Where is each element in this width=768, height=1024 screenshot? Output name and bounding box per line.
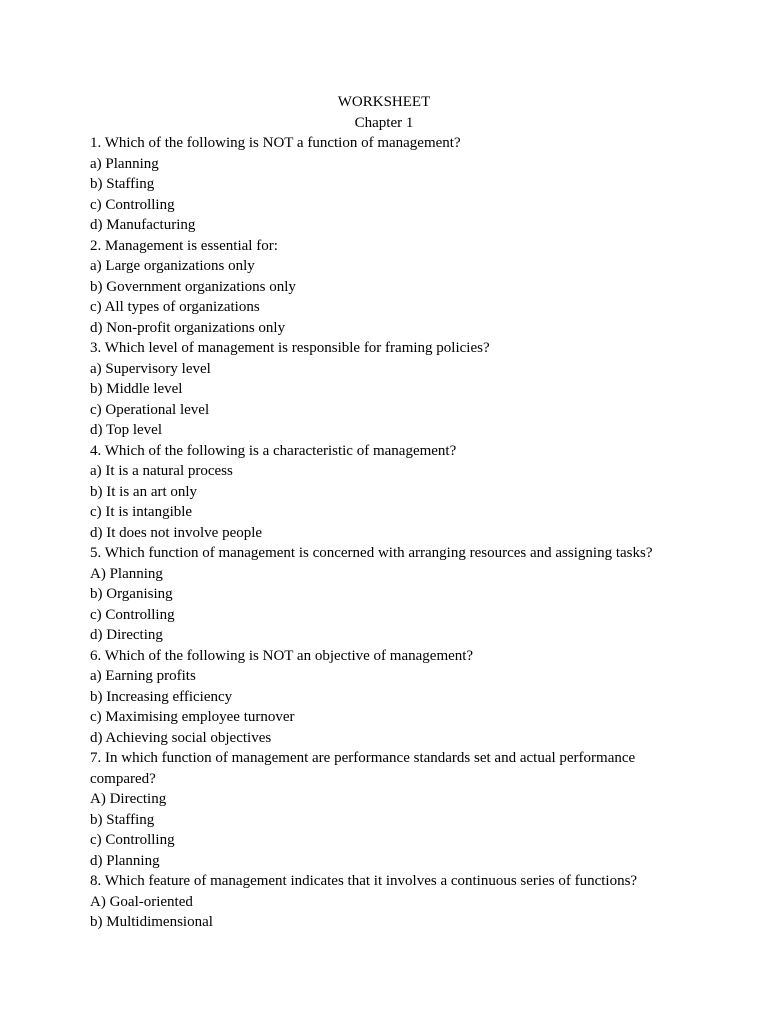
question-text: 6. Which of the following is NOT an objective of management? bbox=[90, 647, 474, 664]
question-text: 4. Which of the following is a characteristic of management? bbox=[90, 442, 457, 459]
question-2 bbox=[90, 236, 680, 339]
option: b) Staffing bbox=[90, 176, 155, 192]
question-text: 7. In which function of management are performance standards set and actual performance compared? bbox=[90, 750, 636, 787]
option: a) Earning profits bbox=[90, 668, 196, 684]
chapter-subtitle: Chapter 1 bbox=[354, 114, 414, 131]
option: d) It does not involve people bbox=[90, 524, 263, 541]
question-text: 2. Management is essential for: bbox=[90, 237, 278, 254]
option: b) Government organizations only bbox=[90, 278, 296, 295]
option: A) Goal-oriented bbox=[90, 893, 193, 910]
question-1 bbox=[90, 133, 680, 236]
option: a) Planning bbox=[90, 155, 159, 172]
option: d) Planning bbox=[90, 852, 160, 869]
option: d) Achieving social objectives bbox=[90, 729, 272, 746]
option: c) Controlling bbox=[90, 196, 175, 213]
option: c) All types of organizations bbox=[90, 299, 260, 315]
question-text: 1. Which of the following is NOT a function of management? bbox=[90, 135, 461, 151]
option: d) Directing bbox=[90, 627, 163, 643]
option: a) Large organizations only bbox=[90, 258, 255, 274]
question-text: 8. Which feature of management indicates that it involves a continuous series of functions? bbox=[90, 873, 638, 889]
question-7 bbox=[90, 748, 680, 871]
option: b) It is an art only bbox=[90, 483, 198, 500]
option: d) Non-profit organizations only bbox=[90, 319, 286, 336]
question-text: 3. Which level of management is responsible for framing policies? bbox=[90, 340, 490, 356]
option: A) Planning bbox=[90, 565, 163, 582]
question-5 bbox=[90, 543, 680, 646]
option: b) Staffing bbox=[90, 811, 155, 828]
worksheet-content bbox=[90, 92, 680, 933]
option: b) Multidimensional bbox=[90, 914, 213, 930]
option: a) Supervisory level bbox=[90, 360, 211, 377]
question-3 bbox=[90, 338, 680, 441]
option: a) It is a natural process bbox=[90, 463, 233, 479]
option: c) It is intangible bbox=[90, 504, 193, 520]
option: d) Manufacturing bbox=[90, 217, 196, 233]
question-8 bbox=[90, 871, 680, 933]
option: b) Increasing efficiency bbox=[90, 688, 233, 705]
question-6 bbox=[90, 646, 680, 749]
question-text: 5. Which function of management is concerned with arranging resources and assigning tasks? bbox=[90, 545, 653, 561]
option: c) Operational level bbox=[90, 401, 210, 418]
question-4 bbox=[90, 441, 680, 544]
option: c) Maximising employee turnover bbox=[90, 709, 295, 725]
option: c) Controlling bbox=[90, 606, 175, 623]
option: d) Top level bbox=[90, 422, 162, 438]
option: A) Directing bbox=[90, 791, 167, 807]
option: b) Organising bbox=[90, 586, 173, 602]
worksheet-title: WORKSHEET bbox=[337, 94, 431, 110]
option: b) Middle level bbox=[90, 381, 183, 397]
option: c) Controlling bbox=[90, 832, 175, 848]
